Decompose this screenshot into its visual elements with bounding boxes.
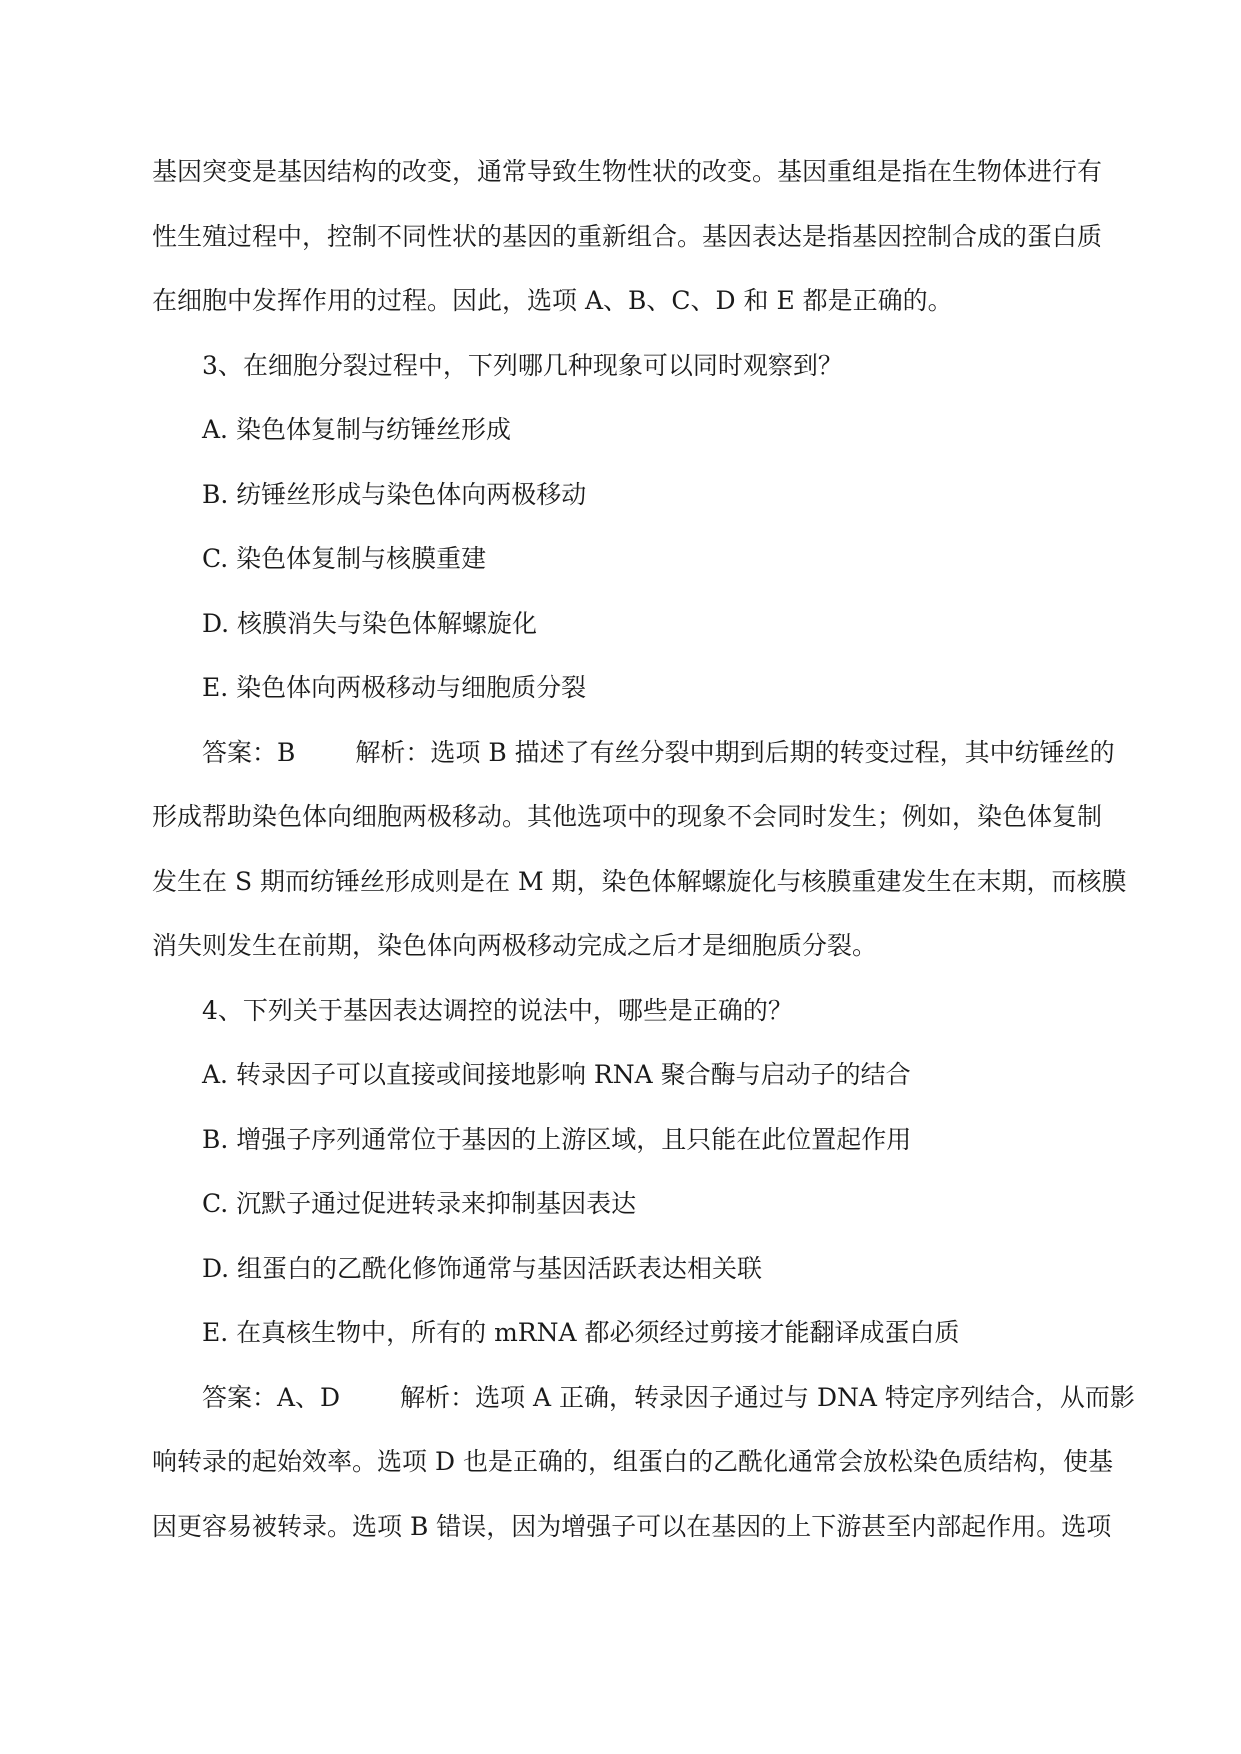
question-3-explanation-line: 发生在 S 期而纺锤丝形成则是在 M 期，染色体解螺旋化与核膜重建发生在末期，而核膜 <box>152 866 1127 896</box>
question-4-option-e: E. 在真核生物中，所有的 mRNA 都必须经过剪接才能翻译成蛋白质 <box>202 1318 960 1347</box>
question-3-answer-line <box>152 721 1115 786</box>
question-3-answer: 答案：B <box>202 737 296 767</box>
question-3-option-a: A. 染色体复制与纺锤丝形成 <box>202 415 511 444</box>
body-text-line: 在细胞中发挥作用的过程。因此，选项 A、B、C、D 和 E 都是正确的。 <box>152 286 953 315</box>
question-4: 4、下列关于基因表达调控的说法中，哪些是正确的？ <box>202 995 793 1025</box>
question-4-answer: 答案：A、D <box>202 1382 341 1412</box>
question-3-explanation-line: 形成帮助染色体向细胞两极移动。其他选项中的现象不会同时发生；例如，染色体复制 <box>152 802 1103 831</box>
question-3-explanation-start: 解析：选项 B 描述了有丝分裂中期到后期的转变过程，其中纺锤丝的 <box>355 737 1115 767</box>
body-text-line: 基因突变是基因结构的改变，通常导致生物性状的改变。基因重组是指在生物体进行有 <box>152 157 1103 186</box>
question-3-option-e: E. 染色体向两极移动与细胞质分裂 <box>202 673 587 702</box>
question-4-option-a: A. 转录因子可以直接或间接地影响 RNA 聚合酶与启动子的结合 <box>202 1060 911 1089</box>
question-3-option-c: C. 染色体复制与核膜重建 <box>202 544 487 573</box>
question-4-option-c: C. 沉默子通过促进转录来抑制基因表达 <box>202 1189 637 1218</box>
question-3-option-b: B. 纺锤丝形成与染色体向两极移动 <box>202 479 587 509</box>
question-4-option-b: B. 增强子序列通常位于基因的上游区域，且只能在此位置起作用 <box>202 1124 912 1154</box>
question-4-explanation-line: 因更容易被转录。选项 B 错误，因为增强子可以在基因的上下游甚至内部起作用。选项 <box>152 1511 1112 1541</box>
question-3-option-d: D. 核膜消失与染色体解螺旋化 <box>202 608 538 638</box>
question-4-explanation-line: 响转录的起始效率。选项 D 也是正确的，组蛋白的乙酰化通常会放松染色质结构，使基 <box>152 1447 1113 1476</box>
question-4-option-d: D. 组蛋白的乙酰化修饰通常与基因活跃表达相关联 <box>202 1253 763 1283</box>
question-3: 3、在细胞分裂过程中，下列哪几种现象可以同时观察到？ <box>202 350 843 380</box>
question-3-explanation-line: 消失则发生在前期，染色体向两极移动完成之后才是细胞质分裂。 <box>152 931 878 960</box>
body-text-line: 性生殖过程中，控制不同性状的基因的重新组合。基因表达是指基因控制合成的蛋白质 <box>152 221 1103 251</box>
page-content <box>152 140 1135 1559</box>
question-4-explanation-start: 解析：选项 A 正确，转录因子通过与 DNA 特定序列结合，从而影 <box>400 1382 1135 1412</box>
question-4-answer-line <box>152 1366 1135 1431</box>
